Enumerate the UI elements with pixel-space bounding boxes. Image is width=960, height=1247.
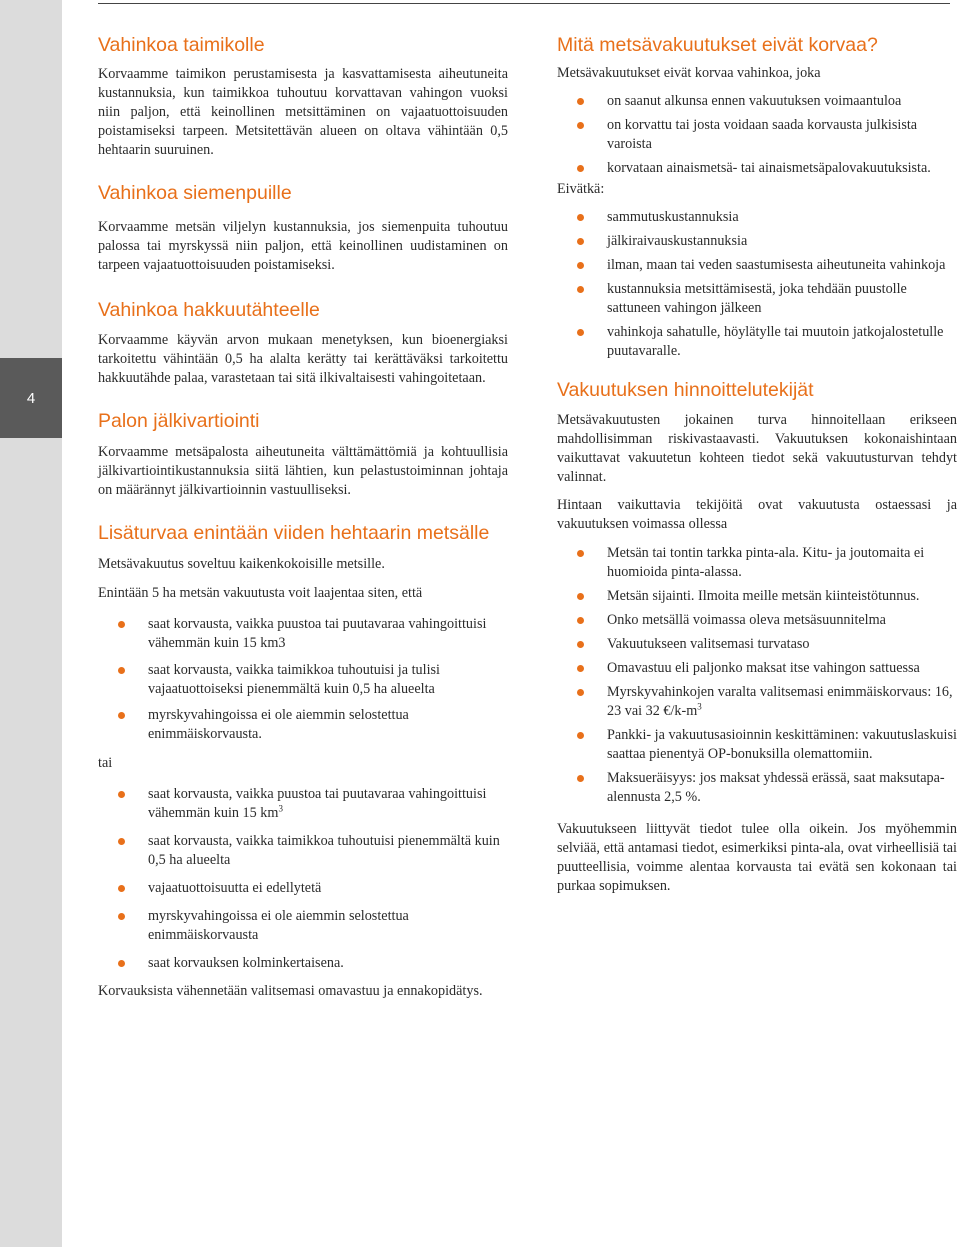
- list-item: vajaatuottoisuutta ei edellytetä: [98, 879, 508, 898]
- list-item: Maksueräisyys: jos maksat yhdessä erässä, saat maksutapa-alennusta 2,5 %.: [557, 769, 957, 807]
- bullet-icon: [577, 329, 584, 336]
- list-item: Onko metsällä voimassa oleva metsäsuunnitelma: [557, 611, 957, 630]
- exclusion-list-1: [557, 92, 957, 178]
- heading-mita-eivat-korvaa: Mitä metsävakuutukset eivät korvaa?: [557, 34, 878, 56]
- bullet-icon: [577, 286, 584, 293]
- right-column: [557, 30, 957, 896]
- list-item: vahinkoja sahatulle, höylätylle tai muutoin jatkojalostetulle puutavaralle.: [557, 323, 957, 361]
- extension-list-2: [98, 785, 508, 973]
- list-item: myrskyvahingoissa ei ole aiemmin selostettua enimmäiskorvausta: [98, 907, 508, 945]
- bullet-icon: [577, 238, 584, 245]
- bullet-icon: [118, 712, 125, 719]
- heading-vahinkoa-taimikolle: Vahinkoa taimikolle: [98, 34, 265, 56]
- list-item: saat korvausta, vaikka taimikkoa tuhoutuisi ja tulisi vajaatuottoiseksi pienemmältä kuin 0,5 ha alueelta: [98, 661, 508, 699]
- paragraph-siemenpuut: Korvaamme metsän viljelyn kustannuksia, jos siemenpuita tuhoutuu palossa tai myrskyssä niin paljon, että keinollinen uudistaminen on tarpeen vajaatuottoisuuden poistamiseksi.: [98, 219, 508, 273]
- bullet-icon: [118, 913, 125, 920]
- list-item: saat korvausta, vaikka taimikkoa tuhoutuisi pienemmältä kuin 0,5 ha alueelta: [98, 832, 508, 870]
- bullet-icon: [577, 689, 584, 696]
- list-item: on korvattu tai josta voidaan saada korvausta julkisista varoista: [557, 116, 957, 154]
- list-item: ilman, maan tai veden saastumisesta aiheutuneita vahinkoja: [557, 256, 957, 275]
- page-number: 4: [26, 389, 36, 407]
- heading-vahinkoa-hakkuutahteelle: Vahinkoa hakkuutähteelle: [98, 299, 320, 321]
- exclusion-list-2: [557, 208, 957, 361]
- list-item: Omavastuu eli paljonko maksat itse vahingon sattuessa: [557, 659, 957, 678]
- paragraph-soveltuu: Metsävakuutus soveltuu kaikenkokoisille metsille.: [98, 556, 385, 572]
- paragraph-hakkuutahde: Korvaamme käyvän arvon mukaan menetyksen, kun bioenergiaksi tarkoitettu vähintään 0,5 ha alalta kerätty tai kerättäväksi tarkoitettu hakkuutähde palaa, varastetaan tai sitä ilkivaltaisesti vahingoitetaan.: [98, 332, 508, 386]
- list-item: sammutuskustannuksia: [557, 208, 957, 227]
- list-item: jälkiraivauskustannuksia: [557, 232, 957, 251]
- heading-palon-jalkivartiointi: Palon jälkivartiointi: [98, 410, 260, 432]
- bullet-icon: [577, 593, 584, 600]
- paragraph-taimikko: Korvaamme taimikon perustamisesta ja kasvattamisesta aiheutuneita kustannuksia, kun taimikkoa tuhoutuu korvattavan vahingon vuoksi niin paljon, että keinollinen metsittäminen on vajaatuottoisuuden poistamiseksi tarpeen. Metsitettävän alueen on oltava vähintään 0,5 hehtaarin suuruinen.: [98, 66, 508, 158]
- bullet-icon: [577, 98, 584, 105]
- page-number-tab: [0, 358, 62, 438]
- bullet-icon: [118, 885, 125, 892]
- list-item: kustannuksia metsittämisestä, joka tehdään puustolle sattuneen vahingon jälkeen: [557, 280, 957, 318]
- bullet-icon: [577, 214, 584, 221]
- bullet-icon: [577, 641, 584, 648]
- heading-lisaturvaa: Lisäturvaa enintään viiden hehtaarin metsälle: [98, 522, 490, 544]
- list-item: Pankki- ja vakuutusasioinnin keskittäminen: vakuutuslaskuisi saattaa pienentyä OP-bonuksilla olemattomiin.: [557, 726, 957, 764]
- bullet-icon: [577, 262, 584, 269]
- bullet-icon: [118, 621, 125, 628]
- top-rule: [98, 3, 950, 4]
- paragraph-tiedot-oikein: Vakuutukseen liittyvät tiedot tulee olla oikein. Jos myöhemmin selviää, että antamasi tiedot, esimerkiksi pinta-ala, ovat virheellisiä tai puutteellisia, voimme alentaa korvausta tai evätä sen kokonaan tai purkaa sopimuksen.: [557, 821, 957, 894]
- list-item: Vakuutukseen valitsemasi turvataso: [557, 635, 957, 654]
- list-item: saat korvauksen kolminkertaisena.: [98, 954, 508, 973]
- heading-vahinkoa-siemenpuille: Vahinkoa siemenpuille: [98, 182, 292, 204]
- bullet-icon: [577, 550, 584, 557]
- bullet-icon: [118, 791, 125, 798]
- bullet-icon: [577, 665, 584, 672]
- list-item: on saanut alkunsa ennen vakuutuksen voimaantuloa: [557, 92, 957, 111]
- paragraph-hintaan-vaikuttavat: Hintaan vaikuttavia tekijöitä ovat vakuutusta ostaessasi ja vakuutuksen voimassa ollessa: [557, 497, 957, 532]
- bullet-icon: [118, 838, 125, 845]
- or-separator: tai: [98, 755, 113, 771]
- paragraph-eivatka: Eivätkä:: [557, 181, 605, 197]
- left-column: [98, 30, 508, 1001]
- paragraph-hinnoittelu: Metsävakuutusten jokainen turva hinnoitellaan erikseen mahdollisimman riskivastaavasti. Vakuutuksen kokonaishintaan vaikuttavat vakuutetun kohteen tiedot sekä vakuutusturvan tehdyt valinnat.: [557, 412, 957, 485]
- list-item: Metsän sijainti. Ilmoita meille metsän kiinteistötunnus.: [557, 587, 957, 606]
- bullet-icon: [577, 165, 584, 172]
- paragraph-omavastuu: Korvauksista vähennetään valitsemasi omavastuu ja ennakopidätys.: [98, 983, 483, 999]
- list-item: Metsän tai tontin tarkka pinta-ala. Kitu- ja joutomaita ei huomioida pinta-alassa.: [557, 544, 957, 582]
- left-margin-bar: [0, 0, 62, 1247]
- list-item: Myrskyvahinkojen varalta valitsemasi enimmäiskorvaus: 16, 23 vai 32 $€/k-m^3$: [557, 683, 957, 721]
- paragraph-jalkivartiointi: Korvaamme metsäpalosta aiheutuneita välttämättömiä ja kohtuullisia jälkivartiointikustannuksia siitä lähtien, kun pelastustoiminnan johtaja on määrännyt jälkivartioinnin vastuulliseksi.: [98, 444, 508, 498]
- list-item: myrskyvahingoissa ei ole aiemmin selostettua enimmäiskorvausta.: [98, 706, 508, 744]
- bullet-icon: [577, 775, 584, 782]
- list-item: saat korvausta, vaikka puustoa tai puutavaraa vahingoittuisi vähemmän kuin 15 km3: [98, 615, 508, 653]
- paragraph-eivat-korvaa: Metsävakuutukset eivät korvaa vahinkoa, joka: [557, 65, 821, 81]
- bullet-icon: [577, 617, 584, 624]
- list-item: korvataan ainaismetsä- tai ainaismetsäpalovakuutuksista.: [557, 159, 957, 178]
- heading-hinnoittelutekijat: Vakuutuksen hinnoittelutekijät: [557, 379, 814, 401]
- bullet-icon: [577, 732, 584, 739]
- pricing-factor-list: [557, 544, 957, 807]
- extension-list-1: [98, 615, 508, 744]
- list-item: saat korvausta, vaikka puustoa tai puutavaraa vahingoittuisi vähemmän kuin 15 $km^3$: [98, 785, 508, 823]
- bullet-icon: [118, 667, 125, 674]
- paragraph-enintaan: Enintään 5 ha metsän vakuutusta voit laajentaa siten, että: [98, 585, 423, 601]
- bullet-icon: [577, 122, 584, 129]
- bullet-icon: [118, 960, 125, 967]
